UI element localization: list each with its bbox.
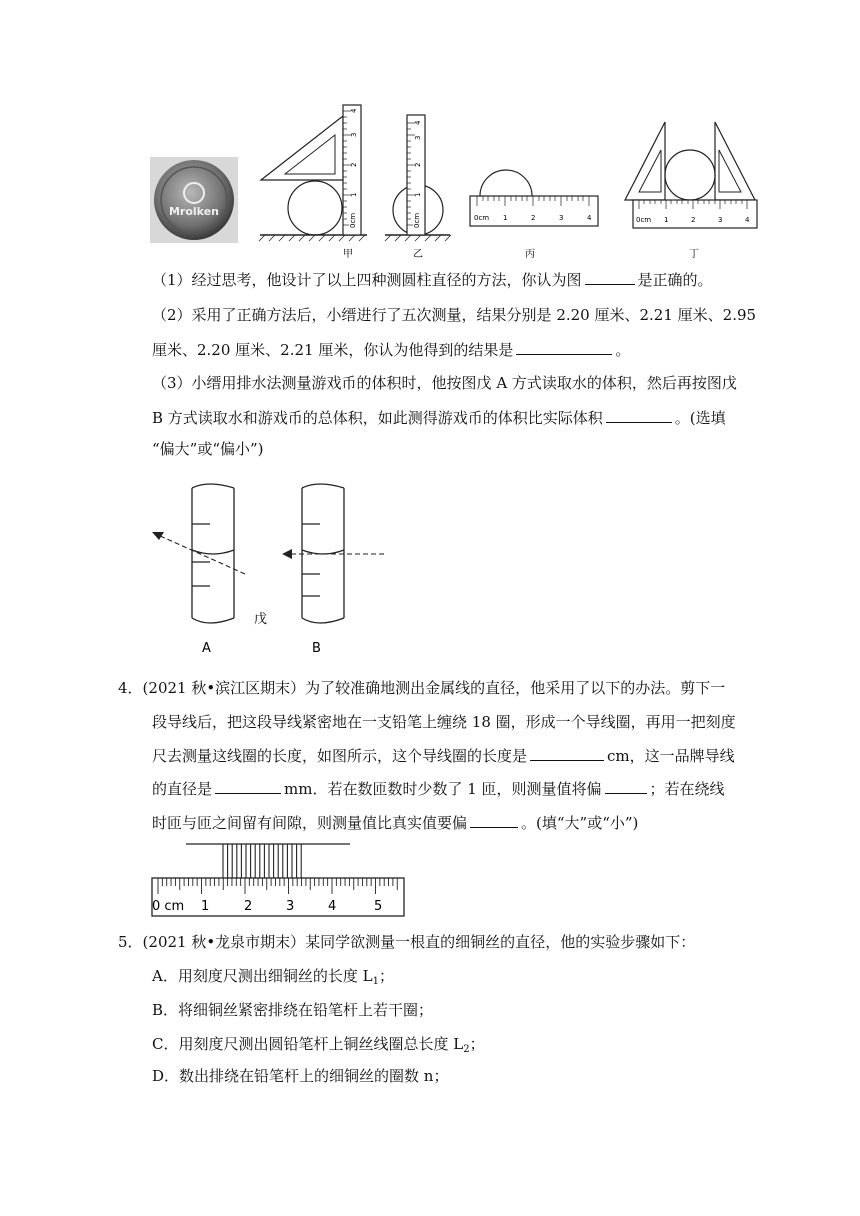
- answer-blank[interactable]: [215, 778, 281, 794]
- svg-text:2: 2: [350, 162, 358, 167]
- q3-part3-end: 。(选填: [674, 409, 726, 427]
- svg-text:4: 4: [745, 216, 750, 224]
- svg-text:1: 1: [503, 214, 508, 222]
- q4-line4: [152, 778, 725, 799]
- svg-text:2: 2: [691, 216, 696, 224]
- svg-text:4: 4: [414, 120, 422, 125]
- svg-text:1: 1: [664, 216, 669, 224]
- svg-text:0cm: 0cm: [474, 214, 490, 222]
- q3-part3-line3: “偏大”或“偏小”): [152, 440, 264, 458]
- q5-step-a-text: A．用刻度尺测出细铜丝的长度 L: [152, 967, 373, 985]
- svg-text:3: 3: [414, 135, 422, 140]
- q4-line3-end: cm，这一品牌导线: [607, 747, 735, 765]
- tick-1: 1: [201, 899, 210, 914]
- q4-line1: 4．(2021 秋•滨江区期末）为了较准确地测出金属线的直径，他采用了以下的办法。剪下一: [118, 679, 726, 697]
- q4-line5: [152, 812, 638, 833]
- q3-part1-text: （1）经过思考，他设计了以上四种测圆柱直径的方法，你认为图: [152, 271, 582, 289]
- q4-line4-end: ；若在绕线: [649, 780, 725, 798]
- svg-text:1: 1: [414, 192, 422, 197]
- ruler: [152, 878, 404, 916]
- cylinder-a: [152, 484, 245, 623]
- q3-part1-end: 是正确的。: [637, 271, 713, 289]
- q5-step-a-sub: 1: [372, 976, 379, 987]
- svg-text:1: 1: [350, 192, 358, 197]
- q3-part3-line1: （3）小缙用排水法测量游戏币的体积时，他按图戊 A 方式读取水的体积，然后再按图戊: [152, 374, 737, 392]
- game-coin-image: [150, 157, 238, 243]
- svg-text:3: 3: [559, 214, 564, 222]
- q5-intro: 5．(2021 秋•龙泉市期末）某同学欲测量一根直的细铜丝的直径，他的实验步骤如下：: [118, 933, 696, 951]
- answer-blank[interactable]: [516, 339, 612, 355]
- tick-3: 3: [286, 899, 295, 914]
- answer-blank[interactable]: [585, 269, 635, 285]
- q5-step-c: [152, 1034, 485, 1060]
- label-a: A: [202, 641, 211, 656]
- q5-step-c-text: C．用刻度尺测出圆铅笔杆上铜丝线圈总长度 L: [152, 1035, 464, 1053]
- q5-step-a-end: ；: [378, 967, 394, 985]
- tick-0: 0 cm: [152, 899, 185, 914]
- q4-line5-end: 。(填“大”或“小”): [521, 814, 639, 832]
- measurement-methods-figure: [255, 100, 775, 265]
- q5-step-c-end: ；: [469, 1035, 485, 1053]
- coin-text: Mrolken: [168, 205, 220, 218]
- tick-5: 5: [374, 899, 383, 914]
- answer-blank[interactable]: [470, 812, 518, 828]
- wire-coil-ruler-figure: [148, 838, 410, 922]
- q4-line3-text: 尺去测量这线圈的长度，如图所示，这个导线圈的长度是: [152, 747, 528, 765]
- q4-line3: [152, 745, 735, 766]
- svg-text:2: 2: [531, 214, 536, 222]
- q4-line4-text: 的直径是: [152, 780, 213, 798]
- q3-part2-end: 。: [615, 341, 631, 359]
- q3-part2-text: 厘米、2.20 厘米、2.21 厘米，你认为他得到的结果是: [152, 341, 514, 359]
- wire-coil: [223, 844, 301, 878]
- method-jia: [259, 105, 367, 260]
- answer-blank[interactable]: [605, 778, 647, 794]
- q3-part3-text: B 方式读取水和游戏币的总体积，如此测得游戏币的体积比实际体积: [152, 409, 603, 427]
- q4-line2: 段导线后，把这段导线紧密地在一支铅笔上缠绕 18 圈，形成一个导线圈，再用一把刻度: [152, 713, 736, 731]
- tick-2: 2: [244, 899, 253, 914]
- q3-part3-line2: [152, 407, 726, 428]
- q4-line5-text: 时匝与匝之间留有间隙，则测量值比真实值要偏: [152, 814, 468, 832]
- svg-text:0cm: 0cm: [413, 212, 421, 228]
- label-ding: 丁: [689, 249, 699, 260]
- method-bing: [470, 170, 598, 260]
- coin-photo: [150, 157, 238, 243]
- label-jia: 甲: [343, 249, 353, 260]
- answer-blank[interactable]: [606, 407, 672, 423]
- cylinder-b: [282, 484, 384, 623]
- cylinder-reading-figure: [140, 478, 400, 658]
- svg-text:0cm: 0cm: [349, 212, 357, 228]
- label-wu: 戊: [254, 612, 268, 627]
- q3-part2-line2: [152, 339, 630, 360]
- svg-text:3: 3: [350, 132, 358, 137]
- q3-part1: [152, 269, 713, 290]
- q5-step-b: B．将细铜丝紧密排绕在铅笔杆上若干圈；: [152, 1001, 434, 1019]
- q5-step-d: D．数出排绕在铅笔杆上的细铜丝的圈数 n；: [152, 1067, 449, 1085]
- q4-line4-mid: mm．若在数匝数时少数了 1 匝，则测量值将偏: [284, 780, 602, 798]
- tick-4: 4: [328, 899, 337, 914]
- svg-text:3: 3: [718, 216, 723, 224]
- answer-blank[interactable]: [530, 745, 604, 761]
- q3-part2-line1: （2）采用了正确方法后，小缙进行了五次测量，结果分别是 2.20 厘米、2.21 厘米、2.95: [152, 306, 757, 324]
- q5-step-c-sub: 2: [463, 1044, 470, 1055]
- method-ding: [625, 122, 757, 260]
- svg-text:0cm: 0cm: [636, 216, 652, 224]
- label-bing: 丙: [525, 249, 535, 260]
- q5-step-a: [152, 966, 394, 992]
- method-yi: [385, 115, 451, 260]
- svg-text:4: 4: [350, 108, 358, 113]
- label-yi: 乙: [413, 249, 423, 260]
- svg-text:4: 4: [587, 214, 592, 222]
- svg-text:2: 2: [414, 162, 422, 167]
- label-b: B: [312, 641, 321, 656]
